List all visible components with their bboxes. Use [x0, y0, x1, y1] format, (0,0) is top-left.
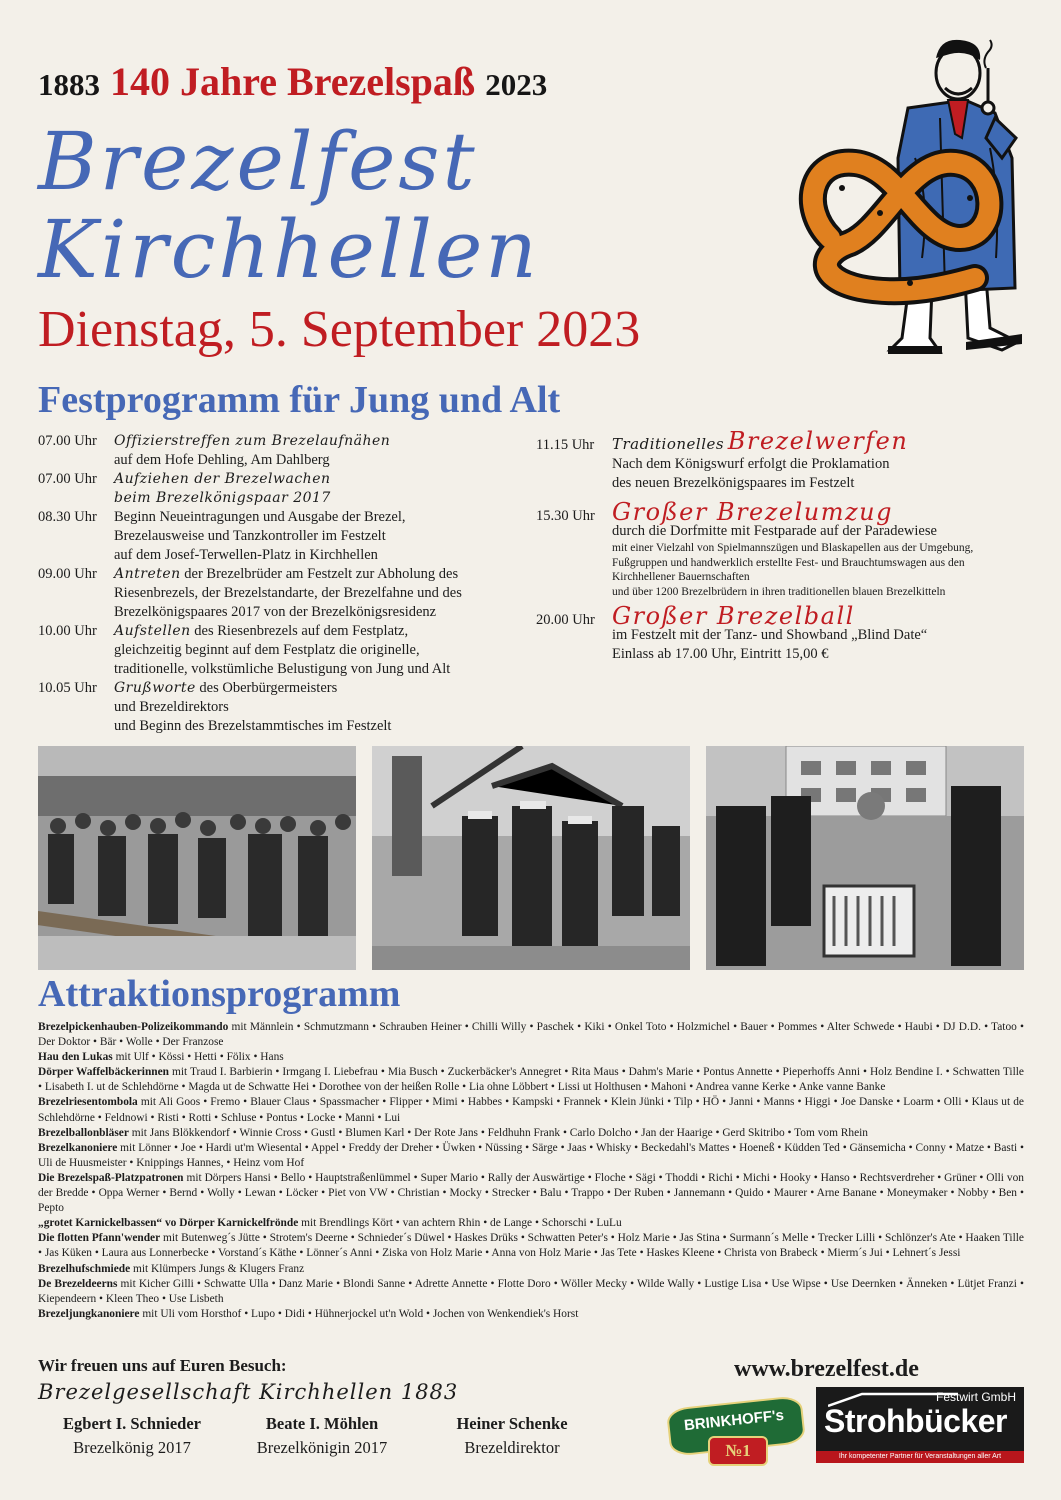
attraction-item: „grotet Karnickelbassen“ vo Dörper Karnickelfrönde mit Brendlings Kört • van achtern Rhin • de Lange • Schorschi • LuLu: [38, 1217, 622, 1230]
photo-parade: [372, 746, 690, 970]
attractions-list: [38, 1020, 1024, 1322]
program-entry: 07.00 Uhr Offizierstreffen zum Brezelaufnähen auf dem Hofe Dehling, Am Dahlberg: [38, 433, 391, 468]
strohbuecker-logo: Festwirt GmbH Strohbücker Ihr kompetenter Partner für Veranstaltungen aller Art: [816, 1387, 1024, 1463]
website-link[interactable]: www.brezelfest.de: [734, 1356, 919, 1382]
program-entry: 15.30 Uhr Großer Brezelumzug durch die Dorfmitte mit Festparade auf der Paradewiese mit einer Vielzahl von Spielmannszügen und Blaskapellen aus der Umgebung, Fußgruppen und handwerklich erstellte Fest- und Brauchtumswagen aus den Kirchhellener Bauernschaften und über 1200 Brezelbrüdern in ihren traditionellen blauen Brezelkitteln: [536, 498, 974, 598]
attraction-item: Brezelkanoniere mit Lönner • Joe • Hardi ut'm Wiesental • Appel • Freddy der Dreher • Üwken • Nüssing • Särge • Jaas • Whisky • Beckedahl's Mattes • Hoeneß • Küdden Ted • Gänsemicha • Conny • Matze • Basti • Uli de Huusmeister • Knippings Hannes, • Heinz vom Hof: [38, 1141, 1024, 1169]
program-entry: 10.05 Uhr Grußworte des Oberbürgermeisters und Brezeldirektors und Beginn des Brezelstammtisches im Festzelt: [38, 680, 392, 734]
photo-organ: [706, 746, 1024, 970]
program-entry: 10.00 Uhr Aufstellen des Riesenbrezels auf dem Festplatz, gleichzeitig beginnt auf dem Festplatz die originelle, traditionelle, volkstümliche Belustigung von Jung und Alt: [38, 623, 451, 677]
attraction-item: Die flotten Pfann'wender mit Butenweg´s Jütte • Strotem's Deerne • Schnieder´s Düwel • Haskes Drüks • Schwatten Peter's • Holz Marie • Jas Stina • Surmann´s Melle • Trecker Lilli • Schlönzer's Ate • Haaken Tille • Jas Küken • Laura aus Lonnerbecke • Vorstand´s Käthe • Lönner´s Anni • Ziska von Holz Marie • Anna von Holz Marie • Jas Tete • Haskes Kleene • Christa von Brabeck • Mierm´s Jui • Lehnert´s Jessi: [38, 1232, 1024, 1260]
attraction-item: Hau den Lukas mit Ulf • Kössi • Hetti • Fölix • Hans: [38, 1051, 284, 1064]
jubilee-text: 140 Jahre Brezelspaß: [110, 59, 476, 104]
attractions-title: Attraktionsprogramm: [38, 973, 401, 1015]
program-entry: 08.30 Uhr Beginn Neueintragungen und Ausgabe der Brezel, Brezelausweise und Tanzkontroller im Festzelt auf dem Josef-Terwellen-Platz in Kirchhellen: [38, 509, 406, 563]
signatory-director: Heiner Schenke Brezeldirektor: [456, 1414, 568, 1457]
attraction-item: Brezelpickenhauben-Polizeikommando mit Männlein • Schmutzmann • Schrauben Heiner • Chilli Willy • Paschek • Kiki • Onkel Toto • Holzmichel • Bauer • Pommes • Alter Schwede • Haubi • DJ D.D. • Tatoo • Der Doktor • Bär • Wolle • Der Franzose: [38, 1021, 1024, 1049]
page-title: [38, 115, 540, 296]
attraction-item: Dörper Waffelbäckerinnen mit Traud I. Barbierin • Irmgang I. Liebefrau • Mia Busch • Zuckerbäcker's Annegret • Rita Maus • Dahm's Marie • Pontus Annette • Pieperhoffs Anni • Holz Bendine I. • Schwatten Tille • Lisabeth I. ut de Schlehdörne • Magda ut de Schwatte Hei • Dorothee von der heißen Rolle • Lia ohne Löbbert • Lissi ut Holthusen • Mahoni • Andrea vanne Kerke • Anke vanne Banke: [38, 1066, 1024, 1094]
program-entry: 20.00 Uhr Großer Brezelball im Festzelt mit der Tanz- und Showband „Blind Date“ Einlass ab 17.00 Uhr, Eintritt 15,00 €: [536, 602, 928, 662]
attraction-item: Die Brezelspaß-Platzpatronen mit Dörpers Hansi • Bello • Hauptstraßenlümmel • Super Mario • Rally der Auswärtige • Floche • Sägi • Thoddi • Richi • Michi • Hooky • Hanso • Rechtsverdreher • Grüner • Olli von der Bredde • Oppa Werner • Bernd • Wolly • Lewan • Löcker • Piet von VW • Christian • Mocky • Strecker • Balu • Trappo • Der Ruben • Jannemann • Quido • Maurer • Arne Banane • Moneymaker • Nobby • Ben • Pepto: [38, 1171, 1024, 1215]
greeting: Wir freuen uns auf Euren Besuch:: [38, 1356, 287, 1375]
organization-name: Brezelgesellschaft Kirchhellen 1883: [38, 1380, 459, 1404]
photo-crowd: [38, 746, 356, 970]
pretzel-man-illustration: [790, 38, 1030, 358]
attraction-item: Brezelballonbläser mit Jans Blökkendorf • Winnie Cross • Gustl • Blumen Karl • Der Rote Jans • Feldhuhn Frank • Carlo Dolcho • Jan der Haarige • Gerd Skitribo • Tom vom Rhein: [38, 1126, 868, 1139]
attraction-item: Brezelriesentombola mit Ali Goos • Fremo • Blauer Claus • Spassmacher • Flipper • Mimi • Habbes • Kampski • Frannek • Klein Jünki • Tilp • HÖ • Janni • Manns • Higgi • Joe Danske • Loarm • Olli • Klaus ut de Schlehdörne • Feldnowi • Risti • Rotti • Schluse • Pontus • Locke • Manni • Lui: [38, 1096, 1024, 1124]
title-line-1: Brezelfest: [38, 115, 478, 208]
program-right-column: [536, 427, 1026, 664]
attraction-item: De Brezeldeerns mit Kicher Gilli • Schwatte Ulla • Danz Marie • Blondi Sanne • Adrette Annette • Flotte Doro • Wöller Mecky • Wilde Wally • Lustige Lisa • Use Wipse • Use Deernken • Änneken • Lütjet Franzi • Kiependeern • Kleen Theo • Use Lisbeth: [38, 1277, 1024, 1305]
program-entry: 09.00 Uhr Antreten der Brezelbrüder am Festzelt zur Abholung des Riesenbrezels, der Brezelstandarte, der Brezelfahne und des Brezelkönigspaares 2017 von der Brezelkönigsresidenz: [38, 566, 462, 620]
program-left-column: [38, 432, 538, 736]
title-line-2: Kirchhellen: [38, 203, 540, 296]
attraction-item: Brezeljungkanoniere mit Uli vom Horsthof • Lupo • Didi • Hühnerjockel ut'n Wold • Jochen von Wenkendiek's Horst: [38, 1307, 579, 1320]
year-end: 2023: [485, 67, 548, 102]
signatory-king: Egbert I. Schnieder Brezelkönig 2017: [63, 1414, 201, 1457]
program-title: Festprogramm für Jung und Alt: [38, 379, 561, 421]
program-entry: 11.15 Uhr Traditionelles Brezelwerfen Nach dem Königswurf erfolgt die Proklamation des neuen Brezelkönigspaares im Festzelt: [536, 427, 909, 491]
year-start: 1883: [38, 67, 100, 102]
brinkhoffs-logo: BRINKHOFF's №1: [668, 1392, 800, 1464]
signatory-queen: Beate I. Möhlen Brezelkönigin 2017: [256, 1414, 388, 1457]
attraction-item: Brezelhufschmiede mit Klümpers Jungs & Klugers Franz: [38, 1262, 305, 1275]
event-date: Dienstag, 5. September 2023: [38, 301, 641, 358]
anniversary-line: [38, 58, 547, 105]
program-entry: 07.00 Uhr Aufziehen der Brezelwachen beim Brezelkönigspaar 2017: [38, 471, 331, 506]
